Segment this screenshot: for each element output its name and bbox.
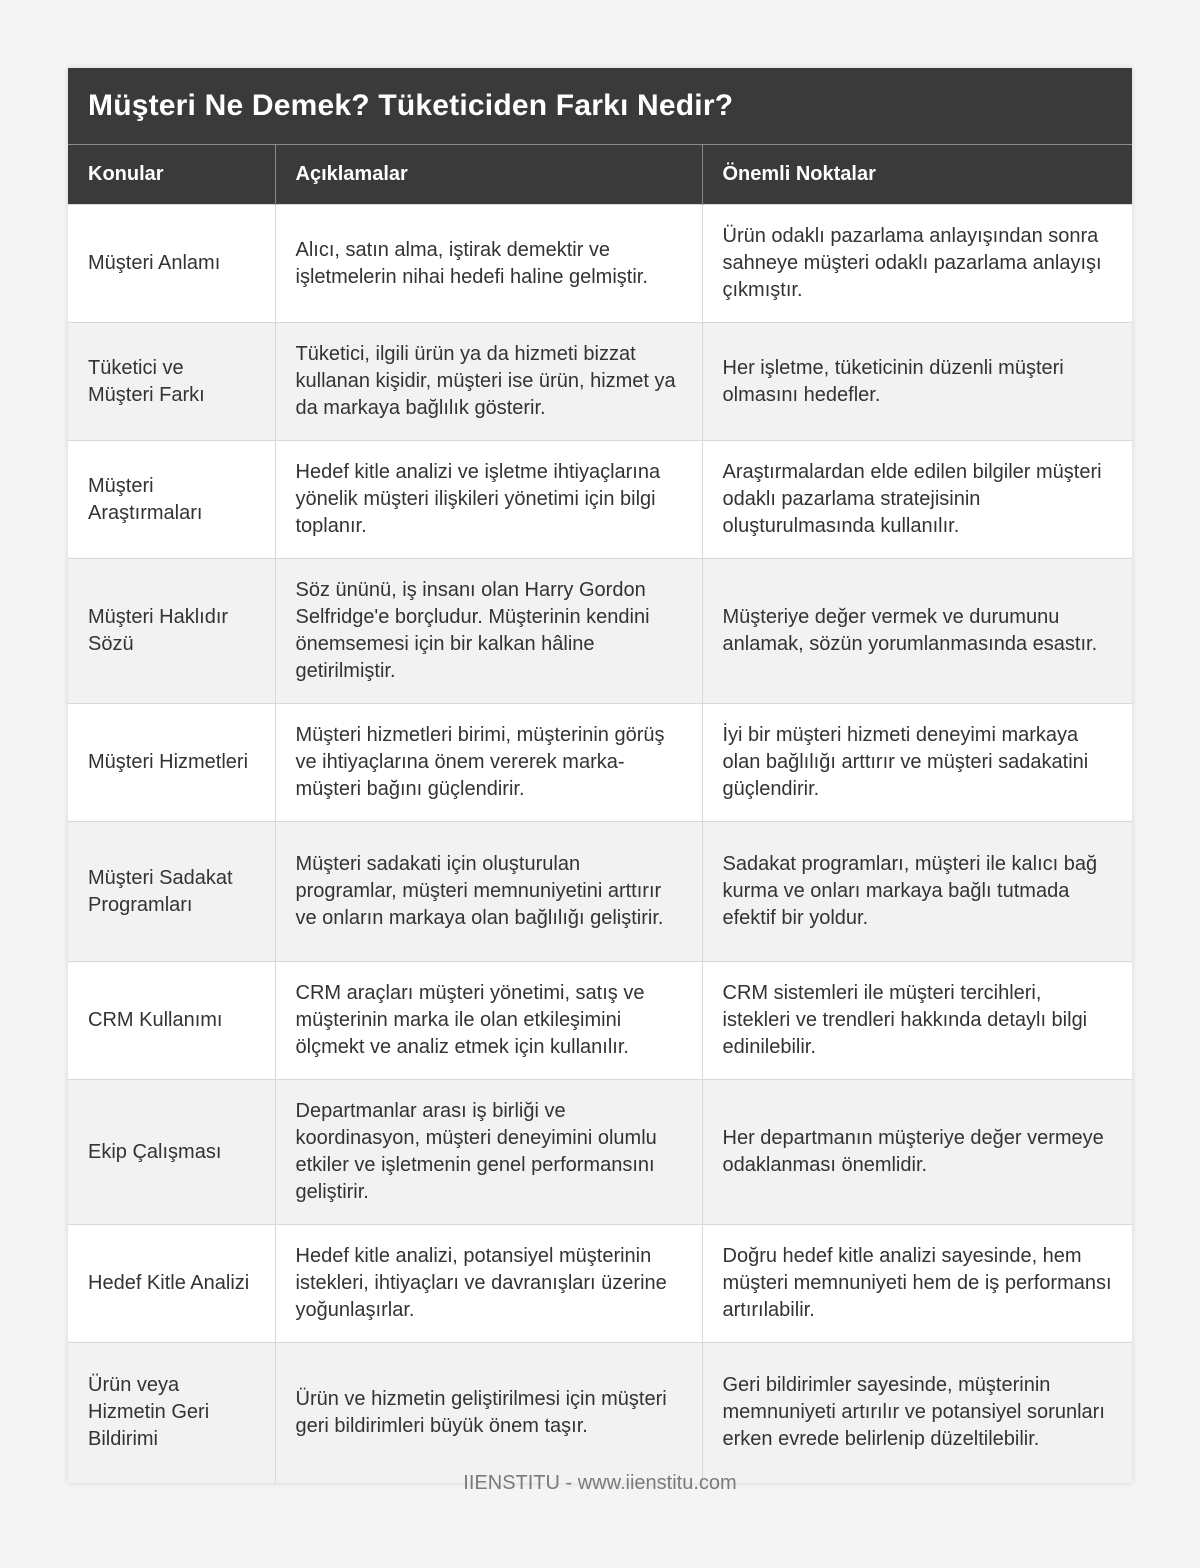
cell-description: Ürün ve hizmetin geliştirilmesi için müşteri geri bildirimleri büyük önem taşır. [275,1343,702,1483]
table-row [68,441,1132,559]
table-row [68,1080,1132,1225]
cell-topic: Ekip Çalışması [68,1080,275,1225]
cell-key-points: Her işletme, tüketicinin düzenli müşteri olmasını hedefler. [702,323,1132,441]
cell-description: Müşteri hizmetleri birimi, müşterinin görüş ve ihtiyaçlarına önem vererek marka-müşteri bağını güçlendirir. [275,704,702,822]
cell-key-points: Sadakat programları, müşteri ile kalıcı bağ kurma ve onları markaya bağlı tutmada efektif bir yoldur. [702,822,1132,962]
cell-description: Hedef kitle analizi, potansiyel müşterinin istekleri, ihtiyaçları ve davranışları üzerine yoğunlaşırlar. [275,1225,702,1343]
cell-description: Müşteri sadakati için oluşturulan programlar, müşteri memnuniyetini arttırır ve onların markaya olan bağlılığı geliştirir. [275,822,702,962]
page-title: Müşteri Ne Demek? Tüketiciden Farkı Nedir? [88,89,734,122]
column-header-topics: Konular [68,145,275,205]
cell-key-points: CRM sistemleri ile müşteri tercihleri, istekleri ve trendleri hakkında detaylı bilgi edinilebilir. [702,962,1132,1080]
table-row [68,205,1132,323]
table-header [68,145,1132,205]
cell-key-points: Müşteriye değer vermek ve durumunu anlamak, sözün yorumlanmasında esastır. [702,559,1132,704]
table-row [68,1225,1132,1343]
cell-description: Departmanlar arası iş birliği ve koordinasyon, müşteri deneyimini olumlu etkiler ve işletmenin genel performansını geliştirir. [275,1080,702,1225]
table-row [68,1343,1132,1483]
cell-topic: Ürün veya Hizmetin Geri Bildirimi [68,1343,275,1483]
cell-key-points: Ürün odaklı pazarlama anlayışından sonra sahneye müşteri odaklı pazarlama anlayışı çıkmıştır. [702,205,1132,323]
column-header-descriptions: Açıklamalar [275,145,702,205]
cell-topic: Müşteri Haklıdır Sözü [68,559,275,704]
cell-topic: Müşteri Sadakat Programları [68,822,275,962]
cell-description: Hedef kitle analizi ve işletme ihtiyaçlarına yönelik müşteri ilişkileri yönetimi için bilgi toplanır. [275,441,702,559]
cell-key-points: Her departmanın müşteriye değer vermeye odaklanması önemlidir. [702,1080,1132,1225]
content-card [68,68,1132,1483]
cell-topic: Hedef Kitle Analizi [68,1225,275,1343]
cell-key-points: Geri bildirimler sayesinde, müşterinin memnuniyeti artırılır ve potansiyel sorunları erken evrede belirlenip düzeltilebilir. [702,1343,1132,1483]
cell-topic: Müşteri Araştırmaları [68,441,275,559]
cell-key-points: Doğru hedef kitle analizi sayesinde, hem müşteri memnuniyeti hem de iş performansı artırılabilir. [702,1225,1132,1343]
cell-description: Tüketici, ilgili ürün ya da hizmeti bizzat kullanan kişidir, müşteri ise ürün, hizmet ya da markaya bağlılık gösterir. [275,323,702,441]
cell-topic: CRM Kullanımı [68,962,275,1080]
table-row [68,704,1132,822]
cell-key-points: Araştırmalardan elde edilen bilgiler müşteri odaklı pazarlama stratejisinin oluşturulmasında kullanılır. [702,441,1132,559]
cell-topic: Müşteri Anlamı [68,205,275,323]
title-bar [68,68,1132,145]
table-body [68,205,1132,1483]
table-row [68,323,1132,441]
table-row [68,559,1132,704]
cell-description: Alıcı, satın alma, iştirak demektir ve işletmelerin nihai hedefi haline gelmiştir. [275,205,702,323]
column-header-key-points: Önemli Noktalar [702,145,1132,205]
topics-table [68,145,1132,1483]
cell-topic: Müşteri Hizmetleri [68,704,275,822]
footer-credit: IIENSTITU - www.iienstitu.com [463,1472,737,1494]
cell-topic: Tüketici ve Müşteri Farkı [68,323,275,441]
header-row [68,145,1132,205]
cell-description: Söz ününü, iş insanı olan Harry Gordon Selfridge'e borçludur. Müşterinin kendini önemsemesi için bir kalkan hâline getirilmiştir. [275,559,702,704]
cell-description: CRM araçları müşteri yönetimi, satış ve müşterinin marka ile olan etkileşimini ölçmekt ve analiz etmek için kullanılır. [275,962,702,1080]
table-row [68,822,1132,962]
table-row [68,962,1132,1080]
cell-key-points: İyi bir müşteri hizmeti deneyimi markaya olan bağlılığı arttırır ve müşteri sadakatini güçlendirir. [702,704,1132,822]
